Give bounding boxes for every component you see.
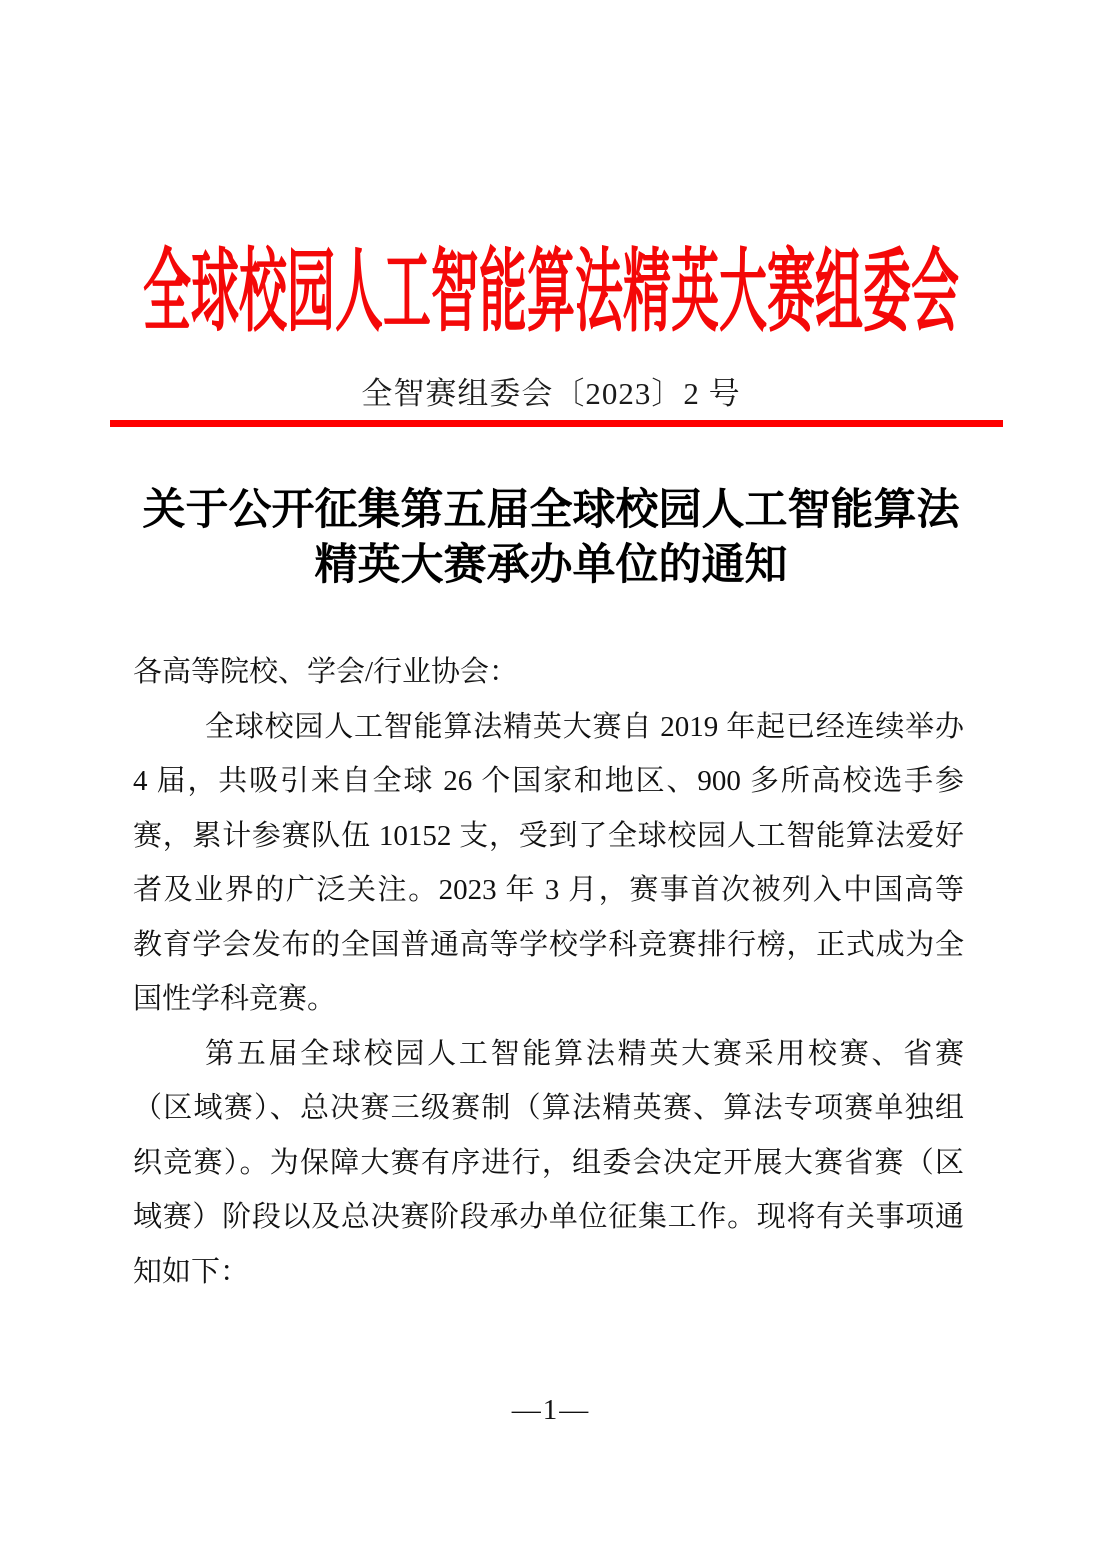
body-line: 教育学会发布的全国普通高等学校学科竞赛排行榜，正式成为全 (133, 928, 964, 961)
body-line: 者及业界的广泛关注。2023 年 3 月，赛事首次被列入中国高等 (133, 874, 964, 906)
page-number: —1— (511, 1394, 591, 1426)
body-line: 织竞赛）。为保障大赛有序进行，组委会决定开展大赛省赛（区 (133, 1146, 964, 1179)
document-body (133, 645, 964, 1299)
body-line: 4 届，共吸引来自全球 26 个国家和地区、900 多所高校选手参 (133, 765, 964, 797)
document-title-line2: 精英大赛承办单位的通知 (314, 542, 788, 589)
body-line: 知如下： (133, 1255, 250, 1288)
red-divider-line (110, 420, 1003, 427)
body-line: 国性学科竞赛。 (133, 983, 337, 1015)
document-title-line1: 关于公开征集第五届全球校园人工智能算法 (142, 487, 960, 534)
body-line: （区域赛）、总决赛三级赛制（算法精英赛、算法专项赛单独组 (133, 1092, 964, 1124)
document-reference-number: 全智赛组委会〔2023〕2 号 (361, 376, 741, 411)
document-title (0, 483, 1102, 593)
body-line: 赛，累计参赛队伍 10152 支，受到了全球校园人工智能算法爱好 (133, 819, 964, 852)
letterhead-org-name: 全球校园人工智能算法精英大赛组委会 (142, 243, 959, 344)
body-line: 第五届全球校园人工智能算法精英大赛采用校赛、省赛 (205, 1037, 964, 1070)
body-line: 全球校园人工智能算法精英大赛自 2019 年起已经连续举办 (205, 710, 964, 743)
salutation-line: 各高等院校、学会/行业协会： (133, 656, 519, 688)
body-line: 域赛）阶段以及总决赛阶段承办单位征集工作。现将有关事项通 (133, 1201, 964, 1233)
